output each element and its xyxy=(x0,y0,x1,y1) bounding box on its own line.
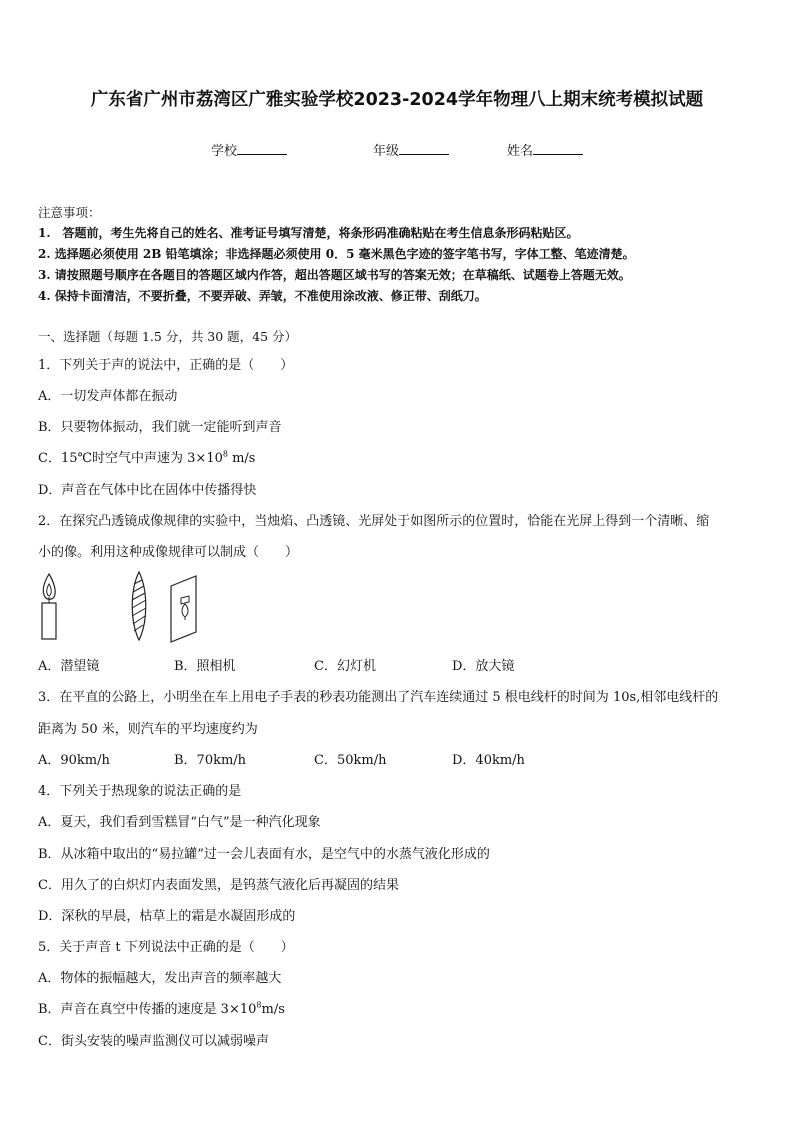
q5-option-a: A．物体的振幅越大，发出声音的频率越大 xyxy=(38,971,282,986)
q5-option-b-unit: m/s xyxy=(261,1002,285,1017)
q3-option-d: D．40km/h xyxy=(452,753,525,768)
q2-option-c: C．幻灯机 xyxy=(314,659,376,674)
screen-icon xyxy=(171,576,196,642)
convex-lens-icon xyxy=(132,572,146,640)
grade-field[interactable] xyxy=(373,140,449,159)
candle-icon xyxy=(42,574,56,639)
q5-option-b xyxy=(38,998,285,1017)
q3-stem-line2: 距离为 50 米，则汽车的平均速度约为 xyxy=(38,722,258,737)
q2-option-b: B．照相机 xyxy=(174,659,236,674)
q4-option-a: A．夏天，我们看到雪糕冒“白气”是一种汽化现象 xyxy=(38,815,321,830)
note-item: 3. 请按照题号顺序在各题目的答题区域内作答，超出答题区域书写的答案无效；在草稿纸、试题卷上答题无效。 xyxy=(38,268,631,282)
name-label: 姓名 xyxy=(507,144,534,159)
q5-option-b-text: B．声音在真空中传播的速度是 3×10 xyxy=(38,1002,257,1017)
grade-blank[interactable] xyxy=(399,141,449,155)
exam-title: 广东省广州市荔湾区广雅实验学校2023-2024学年物理八上期末统考模拟试题 xyxy=(90,90,704,110)
section-heading: 一、选择题（每题 1.5 分，共 30 题，45 分） xyxy=(38,329,298,344)
q1-option-c xyxy=(38,447,255,466)
q5-stem: 5．关于声音 t 下列说法中正确的是（ ） xyxy=(38,940,294,955)
q4-stem: 4．下列关于热现象的说法正确的是 xyxy=(38,784,242,799)
q1-option-a: A．一切发声体都在振动 xyxy=(38,389,178,404)
q4-option-d: D．深秋的早晨，枯草上的霜是水凝固形成的 xyxy=(38,909,296,924)
q2-option-a: A．潜望镜 xyxy=(38,659,100,674)
q1-stem: 1．下列关于声的说法中，正确的是（ ） xyxy=(38,358,294,373)
q1-option-c-exponent: 8 xyxy=(222,449,228,459)
q5-option-b-exponent: 8 xyxy=(256,1000,262,1010)
q4-option-c: C．用久了的白炽灯内表面发黑，是钨蒸气液化后再凝固的结果 xyxy=(38,878,399,893)
school-field[interactable] xyxy=(211,140,287,159)
q3-option-a: A．90km/h xyxy=(38,753,110,768)
name-field[interactable] xyxy=(507,140,583,159)
q3-option-c: C．50km/h xyxy=(314,753,387,768)
q5-option-c: C．街头安装的噪声监测仪可以减弱噪声 xyxy=(38,1034,269,1049)
note-item: 1. 答题前，考生先将自己的姓名、准考证号填写清楚，将条形码准确粘贴在考生信息条形码粘贴区。 xyxy=(38,226,579,240)
q2-option-d: D．放大镜 xyxy=(452,659,515,674)
q3-stem-line1: 3．在平直的公路上，小明坐在车上用电子手表的秒表功能测出了汽车连续通过 5 根电线杆的时间为 10s,相邻电线杆的 xyxy=(38,690,719,705)
q2-stem-line2: 小的像。利用这种成像规律可以制成（ ） xyxy=(38,545,299,560)
lens-experiment-figure xyxy=(30,570,220,645)
school-label: 学校 xyxy=(211,144,238,159)
q1-option-b: B．只要物体振动，我们就一定能听到声音 xyxy=(38,420,282,435)
notes-heading: 注意事项： xyxy=(38,205,101,220)
school-blank[interactable] xyxy=(237,141,287,155)
q1-option-c-text: C．15℃时空气中声速为 3×10 xyxy=(38,451,223,466)
q2-stem-line1: 2．在探究凸透镜成像规律的实验中，当烛焰、凸透镜、光屏处于如图所示的位置时，恰能在光屏上得到一个清晰、缩 xyxy=(38,514,710,529)
q4-option-b: B．从冰箱中取出的“易拉罐”过一会儿表面有水，是空气中的水蒸气液化形成的 xyxy=(38,847,490,862)
q1-option-d: D．声音在气体中比在固体中传播得快 xyxy=(38,483,257,498)
q1-option-c-unit: m/s xyxy=(227,451,256,466)
q3-option-b: B．70km/h xyxy=(174,753,247,768)
name-blank[interactable] xyxy=(533,141,583,155)
note-item: 4. 保持卡面清洁，不要折叠，不要弄破、弄皱，不准使用涂改液、修正带、刮纸刀。 xyxy=(38,289,487,303)
note-item: 2. 选择题必须使用 2B 铅笔填涂；非选择题必须使用 0．5 毫米黑色字迹的签字笔书写，字体工整、笔迹清楚。 xyxy=(38,247,635,261)
grade-label: 年级 xyxy=(373,144,400,159)
